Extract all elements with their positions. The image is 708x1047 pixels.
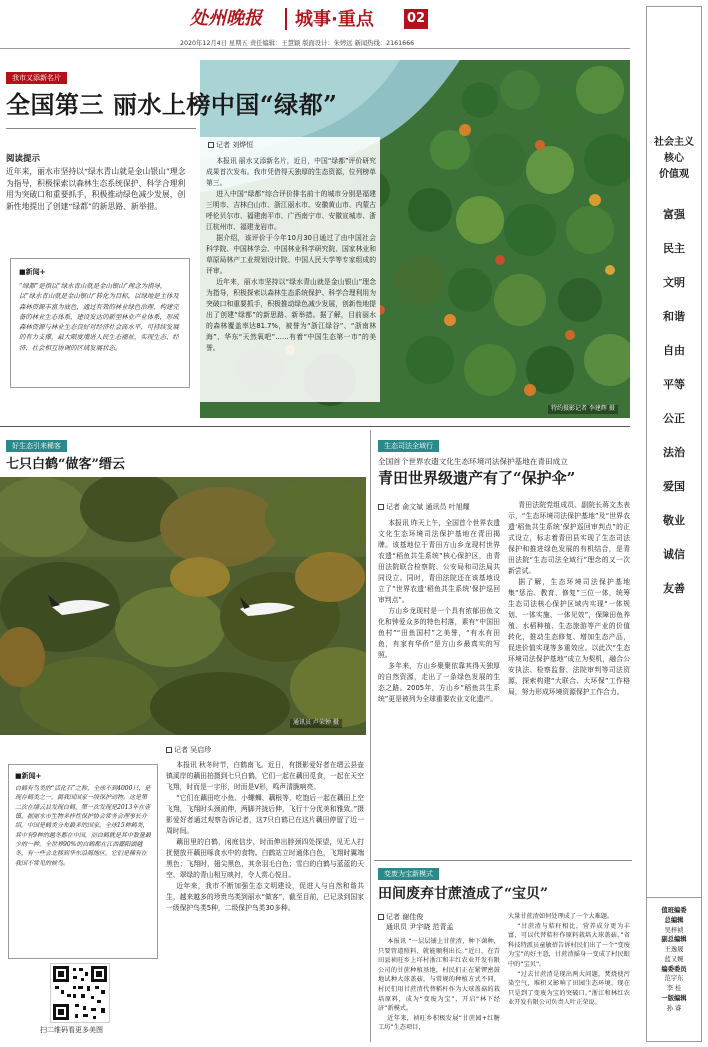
value-item: 公正	[663, 412, 685, 425]
story1-paragraph: 本报讯 丽水又添新名片，近日，中国“绿都”评价研究成果首次发布。我市凭借得天独厚的生态资源，位列榜单第三。	[206, 157, 376, 187]
qr-caption: 扫二维码看更多美图	[40, 1026, 103, 1034]
masthead-divider	[285, 8, 287, 30]
story2-headline: 七只白鹤“做客”缙云	[6, 457, 125, 472]
story3-paragraph: 据了解，生态环境司法保护基地集“惩治、教育、修复”三位一体，统筹生态司法核心保护区域内实现“一体规划、一体实施、一体见效”，保障田鱼养殖、水稻种植、生态旅游等产业的价值转化，推动生态修复、增加生态产品，促进价值实现等多重效应。以此次“生态环境司法保护基地”成立为契机，融合公安执法、检察监督、法院审判等司法资源，探索构建“大联合、大环保”工作格局，努力形成环境资源保护工作合力。	[508, 578, 630, 696]
byline-square-icon	[378, 504, 384, 510]
lead-title: 阅读提示	[6, 154, 41, 164]
masthead-logo: 处州晚报	[190, 8, 262, 29]
editor-line: 副总编辑	[661, 936, 687, 944]
value-item: 法治	[663, 446, 685, 459]
value-item: 诚信	[663, 548, 685, 561]
story2-paragraph: “它们在藕田吃小鱼、小螺蛳、藕根等，吃饱后一起在藕田上空飞翔，飞翔时头颈前伸，两脚并拢后伸，飞行十分优美和雅致。”摄影爱好者通过观察告诉记者，这7只白鹤已在这片藕田停留了近一周时间。	[166, 794, 364, 835]
story3-paragraph: 多年来，方山乡聚聚依靠其得天独厚的自然资源，走出了一条绿色发展的生态之路。2005年，方山乡“稻鱼共生系统”更是被列为全球重要农业文化遗产。	[378, 662, 500, 703]
values-sidebar	[646, 6, 702, 1042]
story2-paragraph: 近年来，我市不断加强生态文明建设，促进人与自然和谐共生，越来越多的珍贵鸟类到丽水“做客”，截至目前，已记录到国家一级保护鸟类5种，二级保护鸟类30多种。	[166, 882, 364, 912]
story4-byline-line1: 记者 谢佳俊	[386, 913, 424, 921]
story2-box-body: 白鹤有鸟类的“活化石”之称，全球不到4000只，是现存鹤类之一，属我国国家一级保护动物。这是第二次在缙云县发现白鹤，第一次发现是2013年在壶镇。据丽水市生物多样性保护协会常务会理事长介绍，中国是鹤类分布最多的国家，全球15种鹤类，其中有9种的越冬都在中国，而白鹤就是其中数量最少的一种。全世界90%的白鹤都在江西鄱阳湖越冬，有一些会北移到华东沿海地区，它们是稀有在我国不常见的候鸟。	[15, 785, 151, 867]
slogan-line: 社会主义	[654, 137, 694, 148]
byline-square-icon	[208, 142, 214, 148]
story1-photo-credit: 特约摄影记者 李建辉 摄	[548, 405, 618, 414]
story3-byline	[378, 502, 470, 512]
story4-col1	[378, 937, 500, 1033]
editor-line: 值班编委	[661, 907, 687, 914]
section-rule	[0, 426, 630, 427]
byline-square-icon	[378, 914, 384, 920]
story4-paragraph: “过去甘蔗渣是现出两大问题，焚烧使污染空气，堆积又影响了田园生态环境，现在只是到了变废为宝的突破口。”浙江和林红农业开发有限公司负责人叶正荣说。	[508, 970, 630, 1007]
story1-box-body: “绿都”是指以“绿水青山就是金山银山”理念为指导，以“绿水青山就是金山银山”转化为目标，以绿地是主体及森林资源丰富为底色，通过有效的林业绿色治理，构建完备的林业生态体系，建设发达的新型林业产业体系，形成森林资源与林业生态良好对经济社会高水平、可持续发展的有力支撑，最大限度增进人民生态福祉，实现生态、经济、社会相互协调的区域发展状态。	[19, 282, 179, 352]
story1-paragraph: 据介绍，该评价于今年10月30日通过了由中国社会科学院、中国林学会、中国林业科学研究院、国家林业和草原局林产工业规划设计院、中国人民大学等专家组成的评审。	[206, 234, 376, 275]
masthead-meta: 2020年12月4日 星期五 责任编辑：王慧颖 版面设计：朱婷远 新闻热线：2161666	[180, 40, 415, 47]
editor-line: 范宇东	[664, 975, 684, 983]
story3-headline: 青田世界级遗产有了“保护伞”	[378, 469, 576, 487]
crane-photo	[0, 477, 366, 735]
story2-paragraph: 藕田里的白鹤，闲庭信步，时而伸出脖颈四处探望，见无人打扰便放开藕田啄食水中的食物。白鹤站立时通体白色，飞翔时翼端黑色；飞翔时，翅尖黑色，其余羽毛白色；雪白的白鹤与蓝蓝的天空、翠绿的青山相互映衬，令人赏心悦目。	[166, 838, 364, 879]
story1-headline: 全国第三 丽水上榜中国“绿都”	[6, 90, 338, 119]
story1-news-box	[10, 258, 190, 388]
editor-line: 孙 睿	[666, 1004, 682, 1012]
story1-kicker: 我市又添新名片	[6, 72, 67, 84]
story4-paragraph: 近年来，祯旺乡积极发展“甘蔗园+红糖工坊”生态项目，	[378, 1014, 500, 1032]
story2-kicker: 好生态引来稀客	[6, 440, 67, 452]
story3-byline-text: 记者 俞文斌 通讯员 叶旭耀	[386, 503, 470, 511]
value-item: 自由	[663, 344, 685, 357]
editor-line: 编委委员	[661, 965, 687, 973]
story4-paragraph: 大量甘蔗渣如何处理成了一个大难题。	[508, 913, 614, 920]
story4-byline-line2: 通讯员 尹宇晓 范青孟	[386, 923, 454, 932]
story3-paragraph: 方山乡龙现村是一个具有浓郁田鱼文化和钟爱众多的特色村落，素有“中国田鱼村”“田鱼国村”之美誉，“有水有田鱼，有家有华侨”是方山乡最真实的写照。	[378, 607, 500, 659]
story1-box-title: ■新闻+	[19, 268, 46, 276]
slogan-block	[647, 135, 701, 183]
qr-code-icon	[51, 964, 109, 1022]
story4-rule	[374, 860, 632, 861]
story4-headline: 田间废弃甘蔗渣成了“宝贝”	[378, 886, 549, 902]
story2-body	[166, 760, 364, 914]
editor-line: 蓝又婉	[664, 955, 684, 963]
lead-body: 近年来，丽水市坚持以“绿水青山就是金山银山”理念为指导，积极探索以森林生态系统保护、科学合理利用为突破口和重要抓手，积极推动绿色减少发展，创新性地提出了创建“绿都”的新思路、新举措。	[6, 167, 186, 212]
editor-line: 吴梓祯	[664, 926, 684, 934]
crane-photo-art	[0, 477, 366, 735]
story2-photo-credit: 通讯员 卢荣钟 摄	[290, 719, 342, 728]
value-item: 和谐	[663, 310, 685, 323]
byline-square-icon	[166, 747, 172, 753]
story3-paragraph: 本报讯 昨天上午，全国首个世界农遗文化生态环境司法保护基地在青田揭牌。该基地位于青田方山乡龙现村世界农遗“稻鱼共生系统”核心保护区，由青田法院联合检察院、公安局和司法局共同设立。同时，青田法院还在该基地设立了“世界农遗‘稻鱼共生系统’保护巡回审判点”。	[378, 519, 500, 604]
value-item: 文明	[663, 276, 685, 289]
story3-subtitle: 全国首个世界农遗文化生态环境司法保护基地在青田成立	[378, 457, 568, 466]
story1-byline-text: 记者 刘烨恒	[216, 141, 254, 149]
slogan-line: 价值观	[659, 169, 689, 180]
qr-code[interactable]	[50, 963, 110, 1023]
value-item: 民主	[663, 242, 685, 255]
slogan-line: 核心	[664, 153, 684, 164]
story2-box-title: ■新闻+	[15, 772, 42, 780]
story2-paragraph: 本报讯 秋冬时节，白鹤南飞。近日，有摄影爱好者在缙云县壶镇溪岸的藕田拍摄到七只白鹤，它们一起在藕田觅食，一起在天空飞翔，时而是一字形，时而是V形，鸣声清脆响亮。	[166, 761, 364, 791]
story4-kicker: 变废为宝新模式	[378, 868, 439, 880]
story1-byline	[208, 140, 253, 150]
story2-news-box	[8, 764, 158, 959]
story4-paragraph: “甘蔗渣与秸秆相比，营养成分更为丰富，可以代替秸秆作原料栽培大球盖菇。”省科技特派员童敏蓓告诉村民们出了一个“变废为宝”的好主意，甘蔗渣摇身一变成了村民眼中的“宝贝”。	[508, 922, 630, 969]
value-item: 爱国	[663, 480, 685, 493]
value-item: 友善	[663, 582, 685, 595]
story2-byline-text: 记者 吴启珍	[174, 746, 212, 754]
editor-line: 总编辑	[664, 916, 684, 924]
value-item: 平等	[663, 378, 685, 391]
editor-line: 一版编辑	[661, 994, 687, 1002]
editor-list	[647, 897, 701, 1013]
story4-byline	[378, 912, 453, 932]
story1-paragraph: 近年来，丽水市坚持以“绿水青山就是金山银山”理念为指导，积极探索以森林生态系统保护、科学合理利用为突破口和重要抓手，积极推动绿色减少发展，创新性地提出了创建“绿都”的新思路、新举措。据了解，目前丽水的森林覆盖率达81.7%，被誉为“浙江绿谷”、“浙南林海”、华东“天然氧吧”……有着“中国生态第一市”的美誉。	[206, 278, 376, 352]
masthead-rule	[0, 48, 630, 49]
story3-col1	[378, 518, 500, 705]
story4-col2	[508, 912, 630, 1008]
section-title: 城事·重点	[295, 9, 374, 30]
editor-line: 李 桂	[666, 985, 682, 992]
story3-paragraph: 青田法院党组成员、副院长蒋文杰表示，“生态环境司法保护基地”及“世界农遗‘稻鱼共生系统’保护巡回审判点”的正式设立，标志着青田县实现了生态司法保护和推进绿色发展的有机结合，是青田法院“生态司法全域行”理念的又一次新尝试。	[508, 501, 630, 575]
story2-byline	[166, 745, 211, 755]
story4-paragraph: 本报讯 “一层层铺上甘蔗渣，种下菌种，只要管道照料，就能顺利出长。”近日，在青田县祯旺乡上垟村浙江和丰红农业开发有限公司的甘蔗种植基地，村民们正在紧锣密鼓地试种大球盖菇，与常规的种植方式不同，村民们用甘蔗渣代替稻杆作为大球盖菇的栽培原料，成为“变废为宝”，开启“林下经济”新模式。	[378, 938, 500, 1013]
editor-line: 王逸晟	[664, 946, 684, 953]
story1-body	[206, 156, 376, 354]
values-list	[647, 207, 701, 615]
page-number-badge: 02	[404, 9, 428, 29]
value-item: 富强	[663, 208, 685, 221]
column-rule	[370, 430, 371, 1042]
story3-kicker: 生态司法全域行	[378, 440, 439, 452]
story1-paragraph: 进入中国“绿都”综合评价排名前十的城市分别是福建三明市、吉林白山市、浙江丽水市、安徽黄山市、内蒙古呼伦贝尔市、福建南平市、广西南宁市、安徽宣城市、浙江杭州市、福建龙岩市。	[206, 190, 376, 231]
story3-col2	[508, 500, 630, 698]
story1-rule	[6, 128, 196, 129]
value-item: 敬业	[663, 514, 685, 527]
